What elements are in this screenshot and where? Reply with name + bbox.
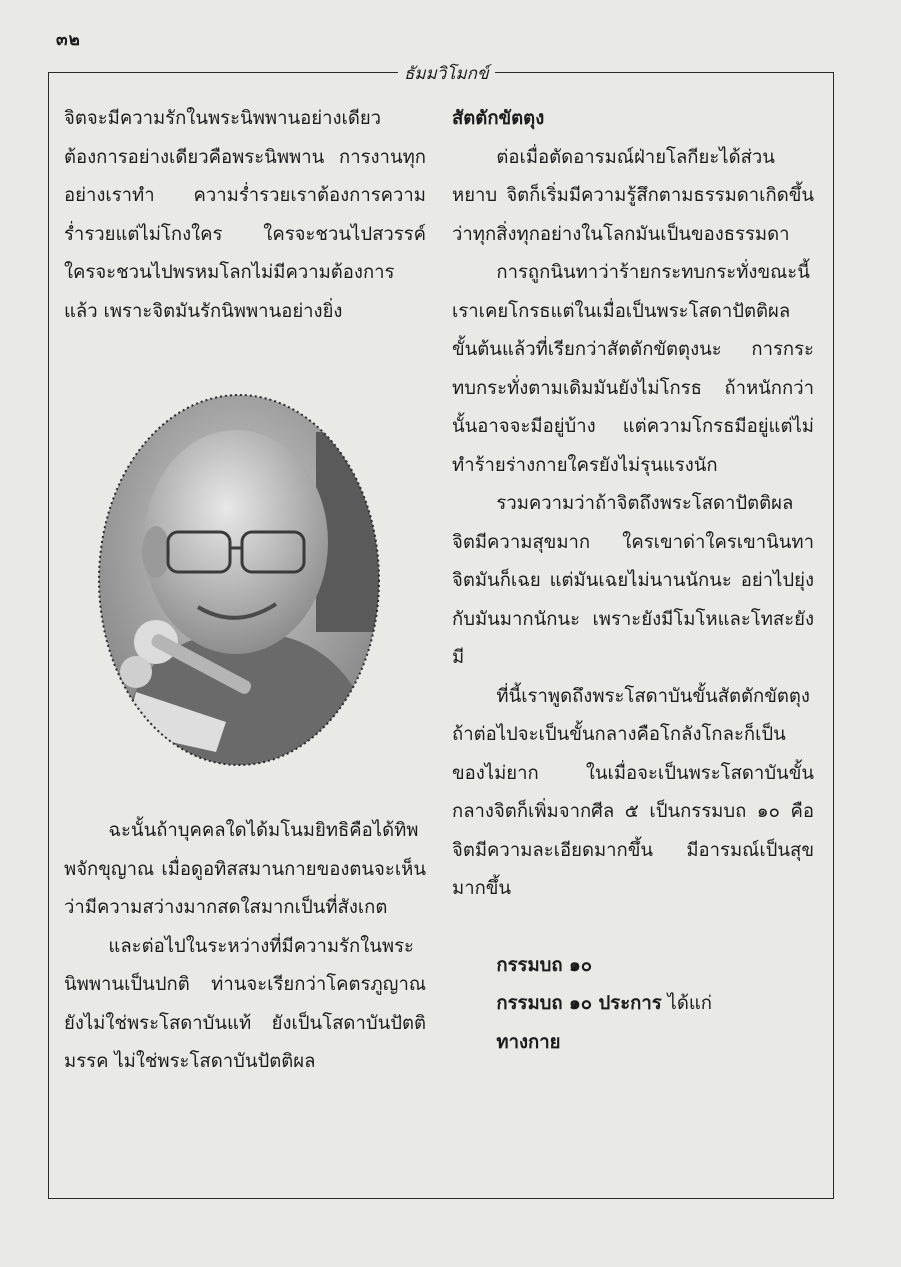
paragraph: การถูกนินทาว่าร้ายกระทบกระทั่งขณะนี้เราเคยโกรธแต่ในเมื่อเป็นพระโสดาปัตติผลขั้นต้นแล้วที่เรียกว่าสัตตักขัตตุงนะ การกระทบกระทั่งตามเดิมมันยังไม่โกรธ ถ้าหนักกว่านั้นอาจจะมีอยู่บ้าง แต่ความโกรธมีอยู่แต่ไม่ทำร้ายร่างกายใครยังไม่รุนแรงนัก (452, 262, 814, 476)
sub-heading: กรรมบถ ๑๐ (496, 954, 593, 976)
paragraph: รวมความว่าถ้าจิตถึงพระโสดาปัตติผล จิตมีความสุขมาก ใครเขาด่าใครเขานินทา จิตมันก็เฉย แต่มันเฉยไม่นานนักนะ อย่าไปยุ่งกับมันมากนักนะ เพราะยังมีโมโหและโทสะยังมี (452, 493, 814, 668)
sub-heading: ทางกาย (496, 1031, 561, 1053)
paragraph: และต่อไปในระหว่างที่มีความรักในพระนิพพานเป็นปกติ ท่านจะเรียกว่าโคตรภูญาณ ยังไม่ใช่พระโสดาบันแท้ ยังเป็นโสดาบันปัตติมรรค ไม่ใช่พระโสดาบันปัตติผล (64, 935, 426, 1072)
page-number: ๓๒ (56, 30, 81, 50)
running-head: ธัมมวิโมกข์ (398, 60, 495, 87)
definition-rest: ได้แก่ (661, 993, 712, 1014)
paragraph: ต่อเมื่อตัดอารมณ์ฝ่ายโลกียะได้ส่วนหยาบ จิตก็เริ่มมีความรู้สึกตามธรรมดาเกิดขึ้นว่าทุกสิ่งทุกอย่างในโลกมันเป็นของธรรมดา (452, 146, 814, 245)
section-heading: สัตตักขัตตุง (452, 108, 545, 129)
paragraph: ฉะนั้นถ้าบุคคลใดได้มโนมยิทธิคือได้ทิพพจักขุญาณ เมื่อดูอทิสสมานกายของตนจะเห็นว่ามีความสว่างมากสดใสมากเป็นที่สังเกต (64, 820, 426, 918)
definition-line (452, 985, 814, 1024)
spacer (452, 909, 814, 947)
portrait-photo (96, 392, 382, 768)
left-column-bottom (64, 812, 426, 1082)
paragraph: จิตจะมีความรักในพระนิพพานอย่างเดียว ต้องการอย่างเดียวคือพระนิพพาน การงานทุกอย่างเราทำ ความร่ำรวยเราต้องการความร่ำรวยแต่ไม่โกงใคร ใครจะชวนไปสวรรค์ ใครจะชวนไปพรหมโลกไม่มีความต้องการแล้ว เพราะจิตมันรักนิพพานอย่างยิ่ง (64, 108, 426, 322)
definition-term: กรรมบถ ๑๐ ประการ (496, 993, 662, 1014)
paragraph: ที่นี้เราพูดถึงพระโสดาบันขั้นสัตตักขัตตุง ถ้าต่อไปจะเป็นขั้นกลางคือโกลังโกละก็เป็นของไม่ยาก ในเมื่อจะเป็นพระโสดาบันขั้นกลางจิตก็เพิ่มจากศีล ๕ เป็นกรรมบถ ๑๐ คือจิตมีความละเอียดมากขึ้น มีอารมณ์เป็นสุขมากขึ้น (452, 685, 814, 899)
right-column (452, 100, 814, 1062)
left-column-top (64, 100, 426, 331)
